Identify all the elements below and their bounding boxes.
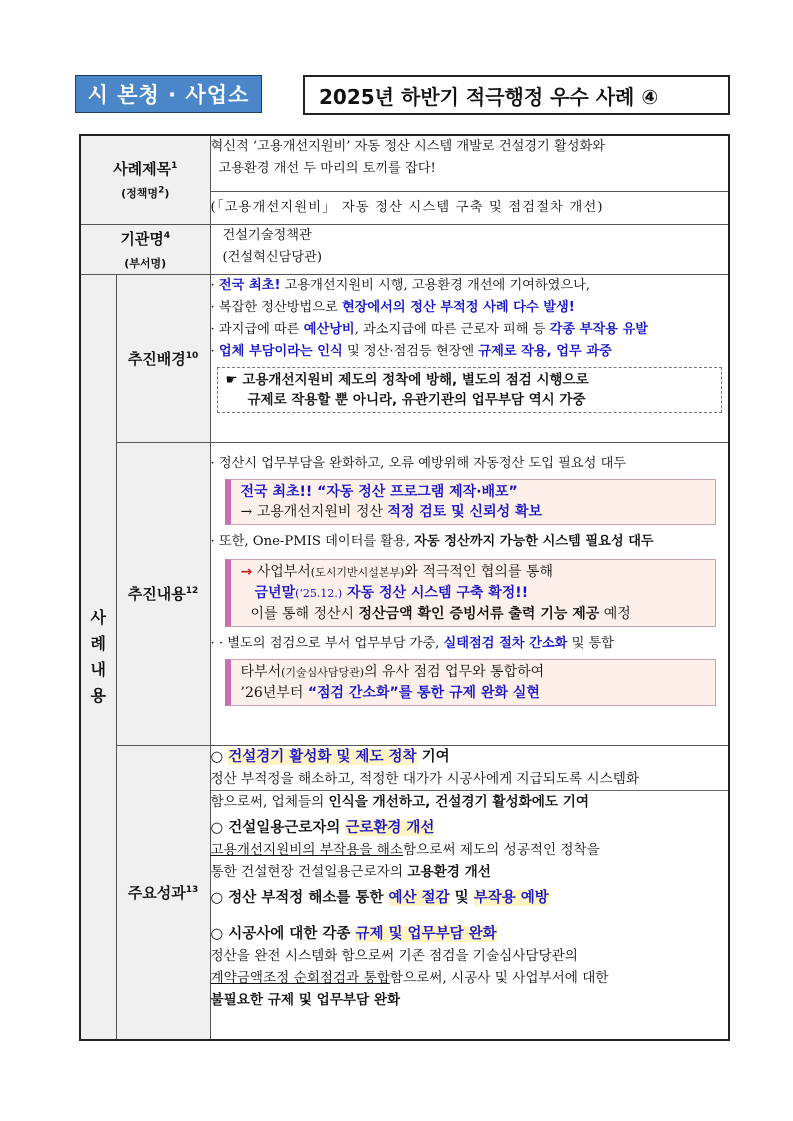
department-badge: 시 본청 · 사업소 [75, 75, 262, 113]
highlight-box-3: 타부서(기술심사담당관)의 유사 점검 업무와 통합하여 ’26년부터 “점검 간소화”를 통한 규제 완화 실현 [225, 659, 717, 706]
case-table [79, 134, 730, 1041]
background-value: · 전국 최초! 고용개선지원비 시행, 고용환경 개선에 기여하였으나, · 복잡한 정산방법으로 현장에서의 정산 부적정 사례 다수 발생! · 과지급에 따른 예산낭비, 과소지급에 따른 근로자 피해 등 각종 부작용 유발 · 업체 부담이라는 인식 및 정산·점검등 현장엔 규제로 작용, 업무 과중 ☛ 고용개선지원비 제도의 정착에 방해, 별도의 점검 시행으로 규제로 작용할 뿐 아니라, 유관기관의 업무부담 역시 가중 [210, 274, 729, 442]
content-label: 추진내용$^{12}$ [116, 442, 210, 745]
case-content-label: 사 례 내 용 [80, 274, 116, 1040]
arrow-right-icon: → [240, 563, 253, 580]
policy-name-value: (「고용개선지원비」 자동 정산 시스템 구축 및 점검절차 개선) [210, 191, 729, 224]
results-label: 주요성과$^{13}$ [116, 745, 210, 1040]
agency-value: 건설기술정책관 (건설혁신담당관) [210, 224, 729, 274]
case-title-label: 사례제목$^1$ (정책명$^2$) [80, 135, 210, 224]
highlight-box-1: 전국 최초!! “자동 정산 프로그램 제작·배포” → 고용개선지원비 정산 적정 검토 및 신뢰성 확보 [225, 479, 717, 525]
highlight-box-2: → 사업부서(도시기반시설본부)와 적극적인 협의를 통해 금년말(‘25.12.) 자동 정산 시스템 구축 확정!! 이를 통해 정산시 정산금액 확인 증빙서류 출력 기능 제공 예정 [225, 559, 717, 627]
content-value: · 정산시 업무부담을 완화하고, 오류 예방위해 자동정산 도입 필요성 대두 전국 최초!! “자동 정산 프로그램 제작·배포” → 고용개선지원비 정산 적정 검토 및 신뢰성 확보 · 또한, One-PMIS 데이터를 활용, 자동 정산까지 가능한 시스템 필요성 대두 → 사업부서(도시기반시설본부)와 적극적인 협의를 통해 금년말(‘25.12.) 자동 정산 시스템 구축 확정!! 이를 통해 정산시 정산금액 확인 증빙서류 출력 기능 제공 예정 · · 별도의 점검으로 부서 업무부담 가중, 실태점검 절차 간소화 및 통합 타부서(기술심사담당관)의 유사 점검 업무와 통합하여 ’26년부터 “점검 간소화”를 통한 규제 완화 실현 [210, 442, 729, 745]
header [75, 75, 730, 115]
document-title: 2025년 하반기 적극행정 우수 사례 ④ [303, 75, 730, 115]
background-label: 추진배경$^{10}$ [116, 274, 210, 442]
case-title-value: 혁신적 ‘고용개선지원비’ 자동 정산 시스템 개발로 건설경기 활성화와 고용환경 개선 두 마리의 토끼를 잡다! [210, 135, 729, 191]
background-note-box: ☛ 고용개선지원비 제도의 정착에 방해, 별도의 점검 시행으로 규제로 작용할 뿐 아니라, 유관기관의 업무부담 역시 가중 [217, 367, 723, 413]
pointing-hand-icon: ☛ [225, 371, 238, 388]
agency-label: 기관명$^4$ (부서명) [80, 224, 210, 274]
results-value: ○ 건설경기 활성화 및 제도 정착 기여 정산 부적정을 해소하고, 적정한 대가가 시공사에게 지급되도록 시스템화 함으로써, 업체들의 인식을 개선하고, 건설경기 활성화에도 기여 ○ 건설일용근로자의 근로환경 개선 고용개선지원비의 부작용을 해소함으로써 제도의 성공적인 정착을 통한 건설현장 건설일용근로자의 고용환경 개선 ○ 정산 부적정 해소를 통한 예산 절감 및 부작용 예방 ○ 시공사에 대한 각종 규제 및 업무부담 완화 정산을 완전 시스템화 함으로써 기존 점검을 기술심사담당관의 계약금액조정 순회점검과 통합함으로써, 시공사 및 사업부서에 대한 불필요한 규제 및 업무부담 완화 [210, 745, 729, 1040]
